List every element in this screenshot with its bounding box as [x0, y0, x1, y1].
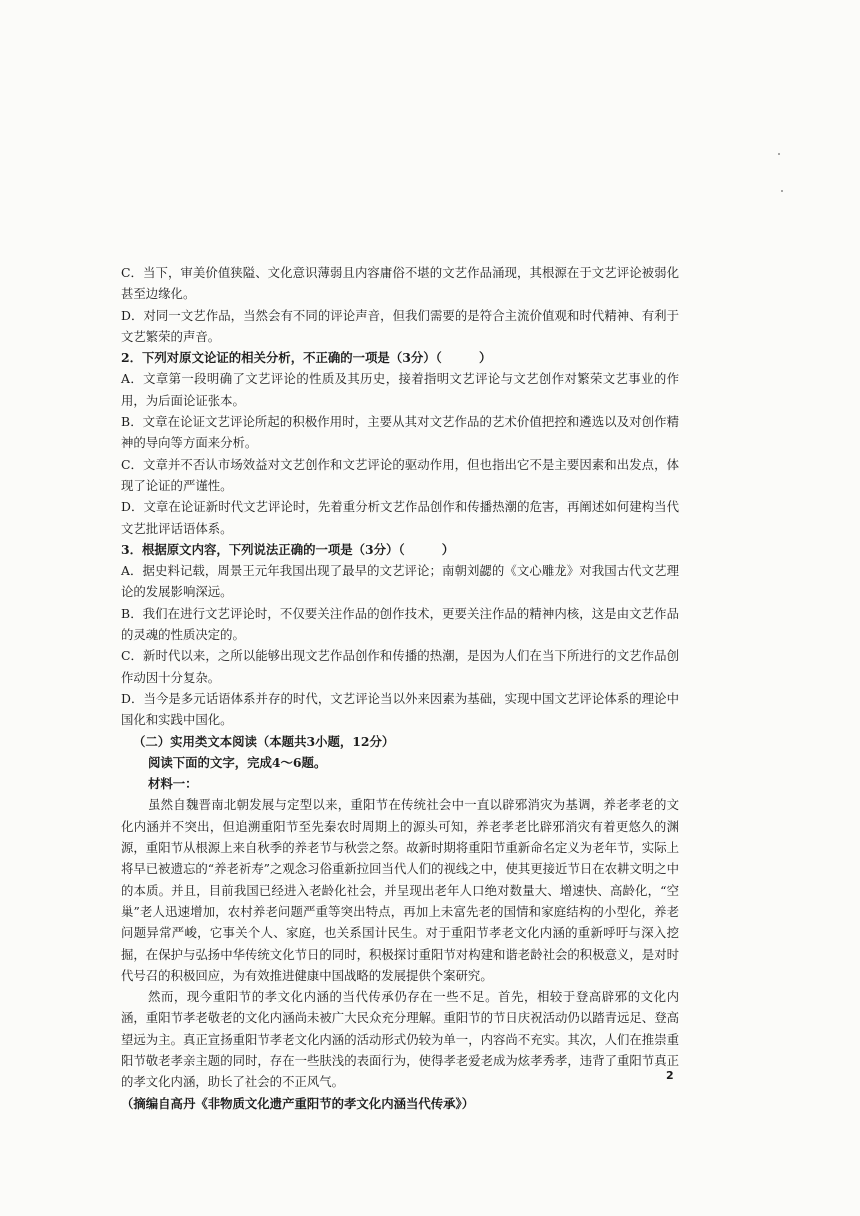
exam-text: [121, 262, 679, 1114]
question-2: 2．下列对原文论证的相关分析，不正确的一项是（3分）（ ）: [121, 350, 492, 366]
scan-speck: [778, 153, 780, 155]
section-heading: （二）实用类文本阅读（本题共3小题，12分）: [133, 733, 395, 749]
option-c-q3: C．新时代以来，之所以能够出现文艺作品创作和传播的热潮，是因为人们在当下所进行的文艺作品创作动因十分复杂。: [121, 648, 679, 685]
reading-instruction: 阅读下面的文字，完成4～6题。: [148, 754, 327, 770]
option-c-q2: C．文章并不否认市场效益对文艺创作和文艺评论的驱动作用，但也指出它不是主要因素和出发点，体现了论证的严谨性。: [121, 456, 679, 493]
source-citation: （摘编自高丹《非物质文化遗产重阳节的孝文化内涵当代传承》）: [121, 1095, 475, 1111]
option-d-q3: D．当今是多元话语体系并存的时代，文艺评论当以外来因素为基础，实现中国文艺评论体系的理论中国化和实践中国化。: [121, 690, 679, 728]
material-label: 材料一：: [148, 776, 198, 792]
option-a-q3: A．据史料记载，周景王元年我国出现了最早的文艺评论；南朝刘勰的《文心雕龙》对我国古代文艺理论的发展影响深远。: [121, 563, 679, 600]
option-a-q2: A．文章第一段明确了文艺评论的性质及其历史，接着指明文艺评论与文艺创作对繁荣文艺事业的作用，为后面论证张本。: [121, 371, 679, 408]
question-3: 3．根据原文内容，下列说法正确的一项是（3分）（ ）: [121, 541, 455, 557]
option-b-q3: B．我们在进行文艺评论时，不仅要关注作品的创作技术，更要关注作品的精神内核，这是由文艺作品的灵魂的性质决定的。: [121, 605, 679, 643]
scan-speck: [781, 190, 783, 192]
material-paragraph-1: 虽然自魏晋南北朝发展与定型以来，重阳节在传统社会中一直以辟邪消灾为基调，养老孝老的文化内涵并不突出，但追溯重阳节至先秦农时周期上的源头可知，养老孝老比辟邪消灾有着更悠久的渊源，重阳节从根源上来自秋季的养老节与秋尝之祭。故新时期将重阳节重新命名定义为老年节，实际上将早已被遗忘的“养老祈寿”之观念习俗重新拉回当代人们的视线之中，使其更接近节日在农耕文明之中的本质。并且，目前我国已经进入老龄化社会，并呈现出老年人口绝对数量大、增速快、高龄化，“空巢”老人迅速增加，农村养老问题严重等突出特点，再加上未富先老的国情和家庭结构的小型化，养老问题异常严峻，它事关个人、家庭，也关系国计民生。对于重阳节孝老文化内涵的重新呼吁与深入挖掘，在保护与弘扬中华传统文化节日的同时，积极探讨重阳节对构建和谐老龄社会的积极意义，是对时代号召的积极回应，为有效推进健康中国战略的发展提供个案研究。: [121, 797, 679, 983]
option-b-q2: B．文章在论证文艺评论所起的积极作用时，主要从其对文艺作品的艺术价值把控和遴选以及对创作精神的导向等方面来分析。: [121, 414, 679, 451]
option-c-q1: C．当下，审美价值狭隘、文化意识薄弱且内容庸俗不堪的文艺作品涌现，其根源在于文艺评论被弱化甚至边缘化。: [121, 265, 679, 302]
option-d-q2: D．文章在论证新时代文艺评论时，先着重分析文艺作品创作和传播热潮的危害，再阐述如何建构当代文艺批评话语体系。: [121, 499, 679, 536]
option-d-q1: D．对同一文艺作品，当然会有不同的评论声音，但我们需要的是符合主流价值观和时代精神、有利于文艺繁荣的声音。: [121, 307, 679, 344]
material-paragraph-2: 然而，现今重阳节的孝文化内涵的当代传承仍存在一些不足。首先，相较于登高辟邪的文化内涵，重阳节孝老敬老的文化内涵尚未被广大民众充分理解。重阳节的节日庆祝活动仍以踏青远足、登高望远为主。真正宣扬重阳节孝老文化内涵的活动形式仍较为单一，内容尚不充实。其次，人们在推崇重阳节敬老孝亲主题的同时，存在一些肤浅的表面行为，使得孝老爱老成为炫孝秀孝，违背了重阳节真正的孝文化内涵，助长了社会的不正风气。: [121, 989, 679, 1090]
page-number: 2: [666, 1069, 674, 1082]
